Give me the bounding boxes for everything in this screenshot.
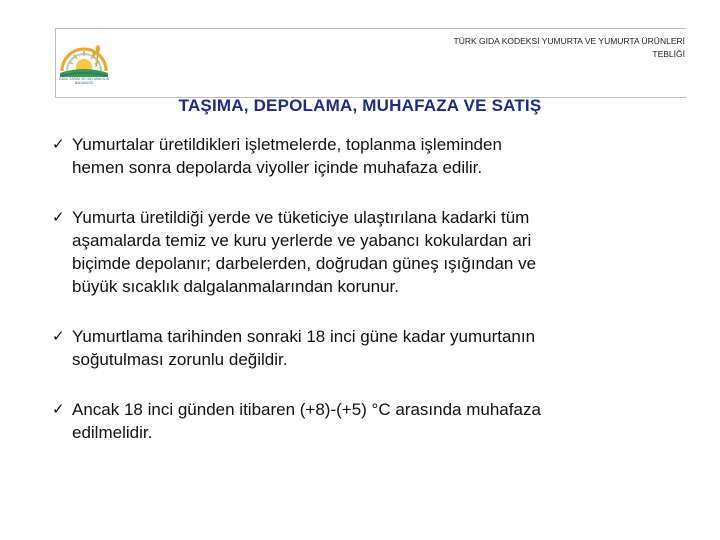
bullet-line: hemen sonra depolarda viyoller içinde muhafaza edilir. [72, 158, 483, 177]
list-item [50, 133, 690, 179]
logo-caption-line: BAKANLIĞI [74, 81, 94, 85]
checkmark-icon: ✓ [52, 209, 65, 226]
ministry-logo-icon [56, 29, 112, 79]
list-item [50, 206, 690, 298]
logo-caption [56, 77, 112, 85]
list-item [50, 398, 690, 444]
slide-heading: TAŞIMA, DEPOLAMA, MUHAFAZA VE SATIŞ [178, 96, 542, 115]
document-title-line: TEBLİĞİ [652, 49, 685, 59]
bullet-line: Yumurtlama tarihinden sonraki 18 inci güne kadar yumurtanın [72, 327, 536, 346]
bullet-line: Yumurta üretildiği yerde ve tüketiciye ulaştırılana kadarki tüm [72, 208, 530, 227]
checkmark-icon: ✓ [52, 136, 65, 153]
bullet-line: aşamalarda temiz ve kuru yerlerde ve yabancı kokulardan ari [72, 231, 532, 250]
document-title [355, 35, 685, 61]
checkmark-icon: ✓ [52, 328, 65, 345]
bullet-line: Yumurtalar üretildikleri işletmelerde, toplanma işleminden [72, 135, 502, 154]
bullet-list [50, 133, 690, 444]
bullet-line: büyük sıcaklık dalgalanmalarından korunur. [72, 277, 399, 296]
logo-caption-line: GIDA, TARIM VE HAYVANCILIK [58, 77, 110, 81]
bullet-line: soğutulması zorunlu değildir. [72, 350, 288, 369]
bullet-line: biçimde depolanır; darbelerden, doğrudan güneş ışığından ve [72, 254, 537, 273]
list-item [50, 325, 690, 371]
checkmark-icon: ✓ [52, 401, 65, 418]
bullet-line: Ancak 18 inci günden itibaren (+8)-(+5) °C arasında muhafaza [72, 400, 541, 419]
bullet-line: edilmelidir. [72, 423, 153, 442]
document-title-line: TÜRK GIDA KODEKSİ YUMURTA VE YUMURTA ÜRÜNLERİ [453, 36, 685, 46]
